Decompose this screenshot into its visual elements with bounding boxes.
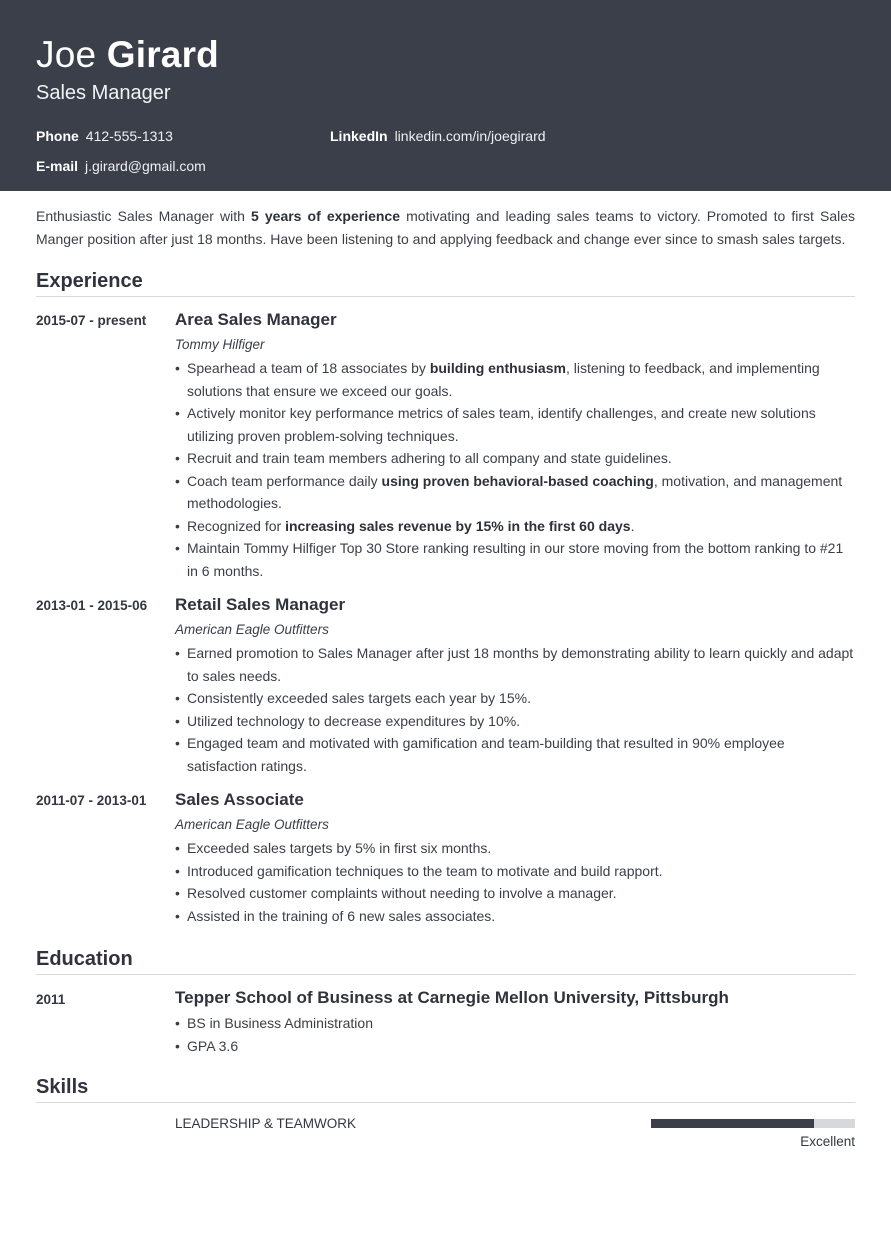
bullet-item [175, 470, 855, 515]
bullet-text: Coach team performance daily [187, 472, 382, 489]
experience-list [36, 309, 855, 927]
company-name: American Eagle Outfitters [175, 817, 329, 832]
education-list [36, 987, 855, 1057]
bullet-text: Utilized technology to decrease expenditures by 10%. [187, 712, 521, 729]
skill-level [651, 1115, 855, 1149]
email-value: j.girard@gmail.com [85, 158, 206, 174]
job-bullets [175, 837, 855, 927]
bullet-item [175, 860, 855, 883]
bullet-item [175, 710, 855, 733]
job-date: 2013-01 - 2015-06 [36, 598, 148, 613]
company-name: American Eagle Outfitters [175, 622, 329, 637]
phone-label: Phone [36, 128, 79, 144]
contact-linkedin [330, 128, 546, 144]
job-bullets [175, 642, 855, 777]
skills-heading: Skills [36, 1076, 855, 1103]
job-title: Sales Associate [175, 790, 304, 809]
skill-name: LEADERSHIP & TEAMWORK [175, 1116, 357, 1131]
skill-bar-fill [651, 1119, 814, 1128]
education-date: 2011 [36, 992, 66, 1007]
bullet-text: Earned promotion to Sales Manager after just 18 months by demonstrating ability to learn quickly and adapt to sales needs. [187, 645, 854, 684]
job-title: Area Sales Manager [175, 310, 337, 329]
education-bullet: • GPA 3.6 [175, 1035, 855, 1058]
school-name: Tepper School of Business at Carnegie Mellon University, Pittsburgh [175, 988, 729, 1007]
company-name: Tommy Hilfiger [175, 337, 265, 352]
bullet-text: Engaged team and motivated with gamification and team-building that resulted in 90% employee satisfaction ratings. [187, 735, 785, 774]
education-bullets [175, 1012, 855, 1057]
bullet-item [175, 687, 855, 710]
resume-content [0, 205, 891, 1149]
job-body [175, 594, 855, 777]
bullet-item [175, 837, 855, 860]
bullet-text-rest: . [630, 517, 635, 534]
bullet-text: Resolved customer complaints without needing to involve a manager. [187, 885, 617, 901]
job-date: 2011-07 - 2013-01 [36, 793, 147, 808]
bullet-item [175, 515, 855, 538]
job-entry [36, 594, 855, 777]
bullet-highlight: increasing sales revenue by 15% in the first 60 days [285, 517, 631, 534]
email-label: E-mail [36, 158, 79, 174]
bullet-highlight: using proven behavioral-based coaching [381, 472, 654, 489]
last-name: Girard [106, 34, 219, 75]
skills-list [36, 1115, 855, 1149]
bullet-item [175, 402, 855, 447]
job-date: 2015-07 - present [36, 313, 147, 328]
bullet-text: Maintain Tommy Hilfiger Top 30 Store ranking resulting in our store moving from the bottom ranking to #21 in 6 months. [187, 540, 844, 579]
contact-phone [36, 128, 173, 144]
bullet-item [175, 537, 855, 582]
experience-heading: Experience [36, 270, 855, 297]
skill-level-text: Excellent [800, 1134, 855, 1149]
skill-row [36, 1115, 855, 1149]
bullet-item [175, 357, 855, 402]
first-name: Joe [36, 34, 97, 75]
education-heading: Education [36, 948, 855, 975]
summary-highlight: 5 years of experience [251, 208, 401, 224]
job-title: Retail Sales Manager [175, 595, 346, 614]
bullet-text-rest: , motivation, and management methodologies. [187, 472, 843, 511]
bullet-text: Recruit and train team members adhering to all company and state guidelines. [187, 450, 672, 466]
bullet-item [175, 905, 855, 928]
linkedin-label: LinkedIn [330, 128, 388, 144]
bullet-item [175, 882, 855, 905]
education-entry [36, 987, 855, 1057]
bullet-item [175, 642, 855, 687]
job-bullets [175, 357, 855, 582]
bullet-item [175, 732, 855, 777]
summary-text-rest: motivating and leading sales teams to victory. Promoted to first Sales Manger position after just 18 months. Have been listening to and applying feedback and change ever since to smash sales targets. [36, 208, 856, 247]
bullet-text: Consistently exceeded sales targets each year by 15%. [187, 690, 531, 706]
bullet-text: Recognized for [187, 517, 286, 534]
job-body [175, 309, 855, 582]
bullet-item [175, 447, 855, 470]
job-entry [36, 309, 855, 582]
bullet-text: Spearhead a team of 18 associates by [187, 360, 430, 376]
linkedin-value: linkedin.com/in/joegirard [394, 128, 546, 144]
job-entry [36, 789, 855, 927]
bullet-text: Actively monitor key performance metrics of sales team, identify challenges, and create new solutions utilizing proven problem-solving techniques. [187, 405, 816, 444]
phone-value: 412-555-1313 [85, 128, 173, 144]
bullet-text-rest: , listening to feedback, and implementing solutions that ensure we exceed our goals. [187, 360, 820, 399]
bullet-text: Assisted in the training of 6 new sales associates. [187, 907, 496, 924]
bullet-highlight: building enthusiasm [429, 360, 566, 376]
job-body [175, 789, 855, 927]
education-body [175, 987, 855, 1057]
candidate-name [36, 34, 855, 76]
summary-text: Enthusiastic Sales Manager with [36, 208, 251, 224]
contact-email [36, 158, 206, 174]
skill-bar [651, 1119, 855, 1128]
education-bullet: • BS in Business Administration [175, 1012, 855, 1035]
resume-header [0, 0, 891, 191]
summary [36, 205, 855, 251]
bullet-text: Exceeded sales targets by 5% in first six months. [187, 840, 492, 856]
bullet-text: Introduced gamification techniques to the team to motivate and build rapport. [187, 862, 663, 879]
candidate-title: Sales Manager [36, 82, 171, 104]
